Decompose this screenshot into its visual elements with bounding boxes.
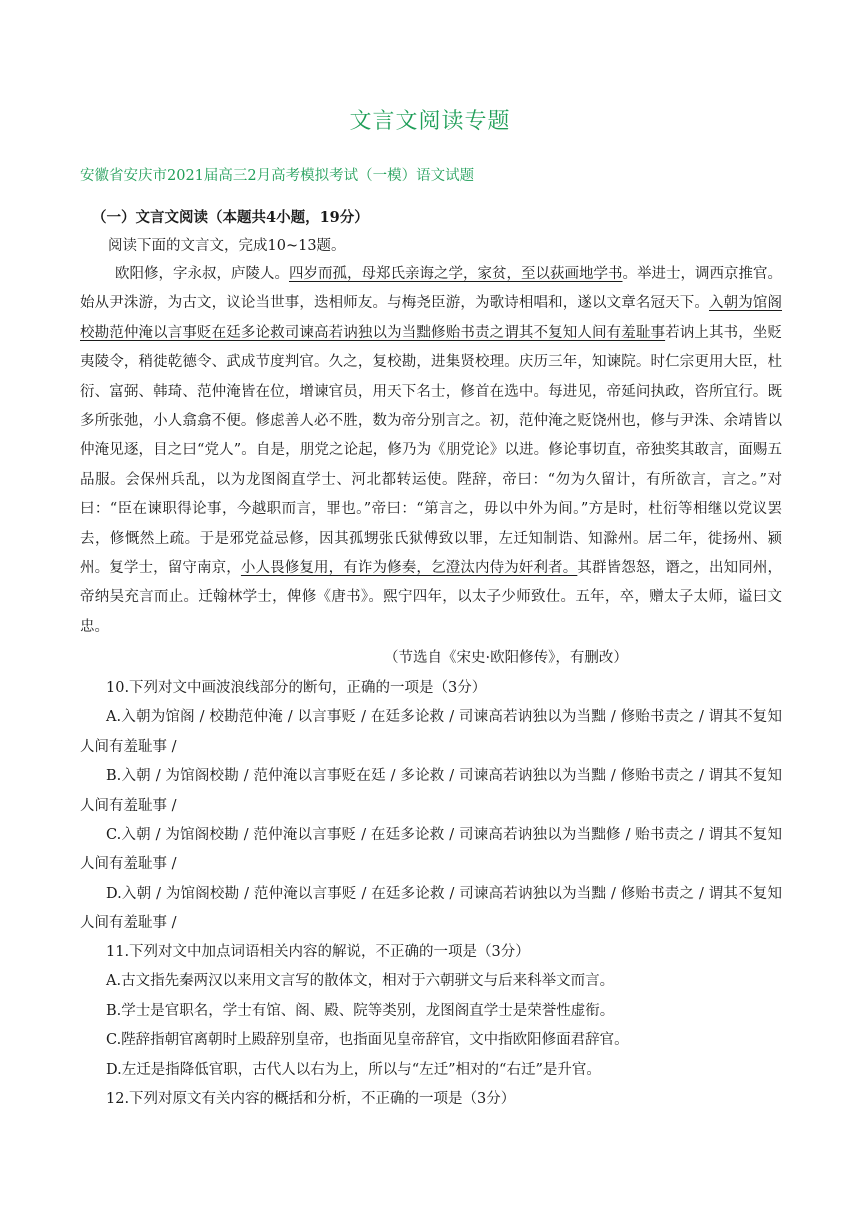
classical-passage <box>80 260 782 642</box>
passage-text: 欧阳修，字永叔，庐陵人。 <box>115 266 289 282</box>
question-12 <box>80 1085 782 1114</box>
page-title: 文言文阅读专题 <box>349 109 511 134</box>
underlined-sentence: 四岁而孤，母郑氏亲诲之学，家贫，至以荻画地学书 <box>289 266 623 282</box>
section-heading: （一）文言文阅读（本题共4小题，19分） <box>92 209 369 226</box>
option-d: D.左迁是指降低官职，古代人以右为上，所以与“左迁”相对的“右迁”是升官。 <box>106 1061 601 1078</box>
question-stem: 10.下列对文中画波浪线部分的断句，正确的一项是（3分） <box>106 680 487 696</box>
question-stem: 11.下列对文中加点词语相关内容的解说，不正确的一项是（3分） <box>106 944 530 960</box>
option-c: C.陛辞指朝官离朝时上殿辞别皇帝，也指面见皇帝辞官，文中指欧阳修面君辞官。 <box>106 1032 629 1049</box>
option-d: D.入朝 / 为馆阁校勘 / 范仲淹以言事贬 / 在廷多论救 / 司谏高若讷独以为当黜 / 修贻书责之 / 谓其不复知人间有羞耻事 / <box>80 885 782 932</box>
passage-text: 若讷上其书，坐贬夷陵令，稍徙乾德令、武成节度判官。久之，复校勘，进集贤校理。庆历三年，知谏院。时仁宗更用大臣，杜衍、富弼、韩琦、范仲淹皆在位，增谏官员，用天下名士，修首在选中。每进见，帝延问执政，咨所宜行。既多所张弛，小人翕翕不便。修虑善人必不胜，数为帝分别言之。初，范仲淹之贬饶州也，修与尹洙、余靖皆以仲淹见逐，目之曰“党人”。自是，朋党之论起，修乃为《朋党论》以进。修论事切直，帝独奖其敢言，面赐五品服。会保州兵乱，以为龙图阁直学士、河北都转运使。陛辞，帝曰：“勿为久留计，有所欲言，言之。”对曰：“臣在谏职得论事，今越职而言，罪也。”帝曰：“第言之，毋以中外为间。”方是时，杜衍等相继以党议罢去，修慨然上疏。于是邪党益忌修，因其孤甥张氏狱傅致以罪，左迁知制诰、知滁州。居二年，徙扬州、颍州。复学士，留守南京， <box>80 324 783 577</box>
option-b: B.入朝 / 为馆阁校勘 / 范仲淹以言事贬在廷 / 多论救 / 司谏高若讷独以为当黜 / 修贻书责之 / 谓其不复知人间有羞耻事 / <box>80 768 782 814</box>
option-a: A.古文指先秦两汉以来用文言写的散体文，相对于六朝骈文与后来科举文而言。 <box>106 973 615 990</box>
option-b: B.学士是官职名，学士有馆、阁、殿、院等类别，龙图阁直学士是荣誉性虚衔。 <box>106 1002 615 1019</box>
exam-source-subtitle: 安徽省安庆市2021届高三2月高考模拟考试（一模）语文试题 <box>80 168 475 184</box>
option-a: A.入朝为馆阁 / 校勘范仲淹 / 以言事贬 / 在廷多论救 / 司谏高若讷独以为当黜 / 修贻书责之 / 谓其不复知人间有羞耻事 / <box>80 709 782 755</box>
option-c: C.入朝 / 为馆阁校勘 / 范仲淹以言事贬 / 在廷多论救 / 司谏高若讷独以为当黜修 / 贻书责之 / 谓其不复知人间有羞耻事 / <box>80 827 782 873</box>
question-stem: 12.下列对原文有关内容的概括和分析，不正确的一项是（3分） <box>106 1091 516 1107</box>
passage-text: 。举进士，调西京推官。始从尹洙游，为古文，议论当世事，迭相师友。与梅尧臣游，为歌诗相唱和，遂以文章名冠天下。 <box>80 266 782 312</box>
question-11 <box>80 938 782 1085</box>
reading-prompt: 阅读下面的文言文，完成10~13题。 <box>108 238 346 254</box>
wavy-underlined-sentence: 入朝为馆阁校勘范仲淹以言事贬在廷多论救司谏高若讷独以为当黜修贻书责之谓其不复知人间有羞耻事 <box>80 295 783 341</box>
underlined-sentence: 小人畏修复用，有诈为修奏，乞澄汰内侍为奸利者。 <box>240 560 578 577</box>
question-10 <box>80 674 782 939</box>
passage-text: 其群皆怨怒，谮之，出知同州，帝纳吴充言而止。迁翰林学士，俾修《唐书》。熙宁四年，以太子少师致仕。五年，卒，赠太子太师，谥曰文忠。 <box>80 560 783 635</box>
passage-source: （节选自《宋史·欧阳修传》，有删改） <box>384 650 628 666</box>
passage-paragraph <box>80 260 782 642</box>
